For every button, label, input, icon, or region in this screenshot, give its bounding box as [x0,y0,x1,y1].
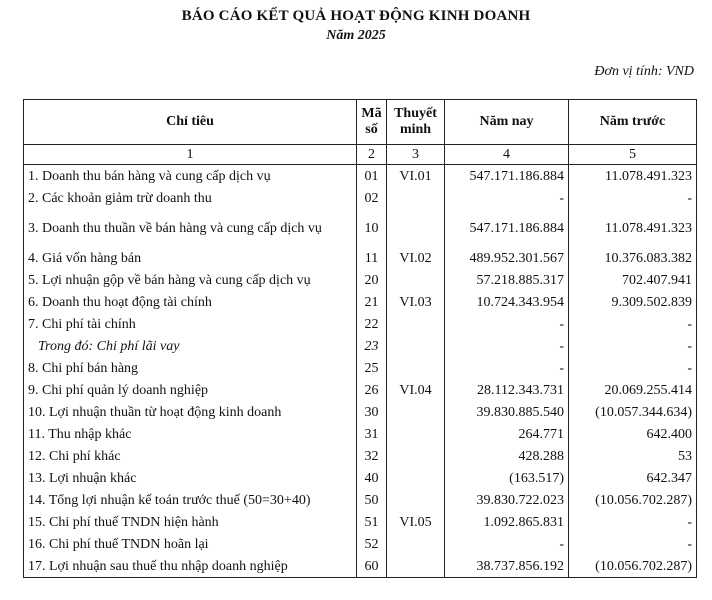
column-number-row [24,145,697,165]
row-current-value: 1.092.865.831 [445,511,569,533]
row-code: 26 [357,379,387,401]
table-row [24,165,697,188]
table-row [24,511,697,533]
row-item-name: 13. Lợi nhuận khác [24,467,357,489]
row-code: 01 [357,165,387,188]
table-row [24,445,697,467]
column-number: 4 [445,145,569,165]
row-current-value: - [445,335,569,357]
row-previous-value: 9.309.502.839 [569,291,697,313]
row-note [387,489,445,511]
row-current-value: 57.218.885.317 [445,269,569,291]
row-current-value: (163.517) [445,467,569,489]
column-number: 5 [569,145,697,165]
row-item-name: 1. Doanh thu bán hàng và cung cấp dịch vụ [24,165,357,188]
row-note [387,555,445,578]
report-title: BÁO CÁO KẾT QUẢ HOẠT ĐỘNG KINH DOANH [181,8,531,24]
table-row [24,379,697,401]
row-previous-value: (10.057.344.634) [569,401,697,423]
row-current-value: 28.112.343.731 [445,379,569,401]
row-previous-value: - [569,335,697,357]
row-code: 10 [357,209,387,247]
table-row [24,291,697,313]
row-note [387,401,445,423]
row-note [387,533,445,555]
row-code: 22 [357,313,387,335]
row-note: VI.02 [387,247,445,269]
row-current-value: 489.952.301.567 [445,247,569,269]
row-previous-value: (10.056.702.287) [569,555,697,578]
row-code: 23 [357,335,387,357]
row-previous-value: - [569,357,697,379]
row-item-name: 17. Lợi nhuận sau thuế thu nhập doanh nghiệp [24,555,357,578]
row-code: 40 [357,467,387,489]
report-year: Năm 2025 [326,28,386,43]
row-note: VI.05 [387,511,445,533]
row-current-value: 264.771 [445,423,569,445]
row-code: 32 [357,445,387,467]
row-previous-value: 11.078.491.323 [569,209,697,247]
row-item-name: 8. Chi phí bán hàng [24,357,357,379]
row-code: 21 [357,291,387,313]
row-note: VI.04 [387,379,445,401]
row-item-name: 11. Thu nhập khác [24,423,357,445]
header-code: Mã số [357,100,387,145]
row-item-name: 14. Tổng lợi nhuận kế toán trước thuế (50=30+40) [24,489,357,511]
row-previous-value: 642.347 [569,467,697,489]
table-header-row [24,100,697,145]
row-previous-value: - [569,187,697,209]
row-note: VI.01 [387,165,445,188]
header-previous-year: Năm trước [569,100,697,145]
row-note [387,467,445,489]
row-note [387,335,445,357]
row-note [387,269,445,291]
row-note [387,313,445,335]
row-note [387,423,445,445]
table-row [24,555,697,578]
table-row [24,533,697,555]
row-previous-value: - [569,313,697,335]
row-current-value: 39.830.722.023 [445,489,569,511]
row-note [387,357,445,379]
row-code: 52 [357,533,387,555]
table-row [24,489,697,511]
row-code: 25 [357,357,387,379]
header-note: Thuyết minh [387,100,445,145]
header-item: Chỉ tiêu [24,100,357,145]
row-note [387,187,445,209]
row-code: 30 [357,401,387,423]
row-item-name: 6. Doanh thu hoạt động tài chính [24,291,357,313]
row-code: 02 [357,187,387,209]
row-previous-value: 20.069.255.414 [569,379,697,401]
row-item-name: 5. Lợi nhuận gộp về bán hàng và cung cấp dịch vụ [24,269,357,291]
row-item-name: 9. Chi phí quản lý doanh nghiệp [24,379,357,401]
column-number: 3 [387,145,445,165]
column-number: 2 [357,145,387,165]
table-row [24,247,697,269]
row-code: 31 [357,423,387,445]
currency-unit: Đơn vị tính: VND [594,64,694,79]
row-previous-value: 702.407.941 [569,269,697,291]
income-statement-table [23,99,697,578]
row-current-value: 547.171.186.884 [445,165,569,188]
row-previous-value: (10.056.702.287) [569,489,697,511]
table-row [24,357,697,379]
table-row [24,209,697,247]
row-item-name: 10. Lợi nhuận thuần từ hoạt động kinh doanh [24,401,357,423]
row-code: 11 [357,247,387,269]
header-current-year: Năm nay [445,100,569,145]
row-item-name: 16. Chi phí thuế TNDN hoãn lại [24,533,357,555]
row-code: 20 [357,269,387,291]
row-code: 50 [357,489,387,511]
row-current-value: 428.288 [445,445,569,467]
table-row [24,401,697,423]
row-item-name: 7. Chi phí tài chính [24,313,357,335]
table-row [24,313,697,335]
row-note: VI.03 [387,291,445,313]
row-previous-value: - [569,533,697,555]
row-code: 51 [357,511,387,533]
column-number: 1 [24,145,357,165]
row-note [387,209,445,247]
row-item-name: 12. Chi phí khác [24,445,357,467]
table-row [24,467,697,489]
table-row [24,187,697,209]
row-item-name: 3. Doanh thu thuần về bán hàng và cung cấp dịch vụ [24,209,357,247]
row-current-value: - [445,533,569,555]
row-previous-value: 11.078.491.323 [569,165,697,188]
row-current-value: - [445,357,569,379]
row-item-name: 2. Các khoản giảm trừ doanh thu [24,187,357,209]
row-item-name: 15. Chi phí thuế TNDN hiện hành [24,511,357,533]
row-current-value: - [445,313,569,335]
table-row [24,335,697,357]
row-previous-value: - [569,511,697,533]
row-current-value: - [445,187,569,209]
row-current-value: 39.830.885.540 [445,401,569,423]
table-row [24,269,697,291]
row-previous-value: 642.400 [569,423,697,445]
row-previous-value: 10.376.083.382 [569,247,697,269]
row-previous-value: 53 [569,445,697,467]
row-note [387,445,445,467]
row-current-value: 38.737.856.192 [445,555,569,578]
row-item-name: 4. Giá vốn hàng bán [24,247,357,269]
row-item-name: Trong đó: Chi phí lãi vay [24,335,357,357]
row-code: 60 [357,555,387,578]
table-row [24,423,697,445]
row-current-value: 547.171.186.884 [445,209,569,247]
row-current-value: 10.724.343.954 [445,291,569,313]
